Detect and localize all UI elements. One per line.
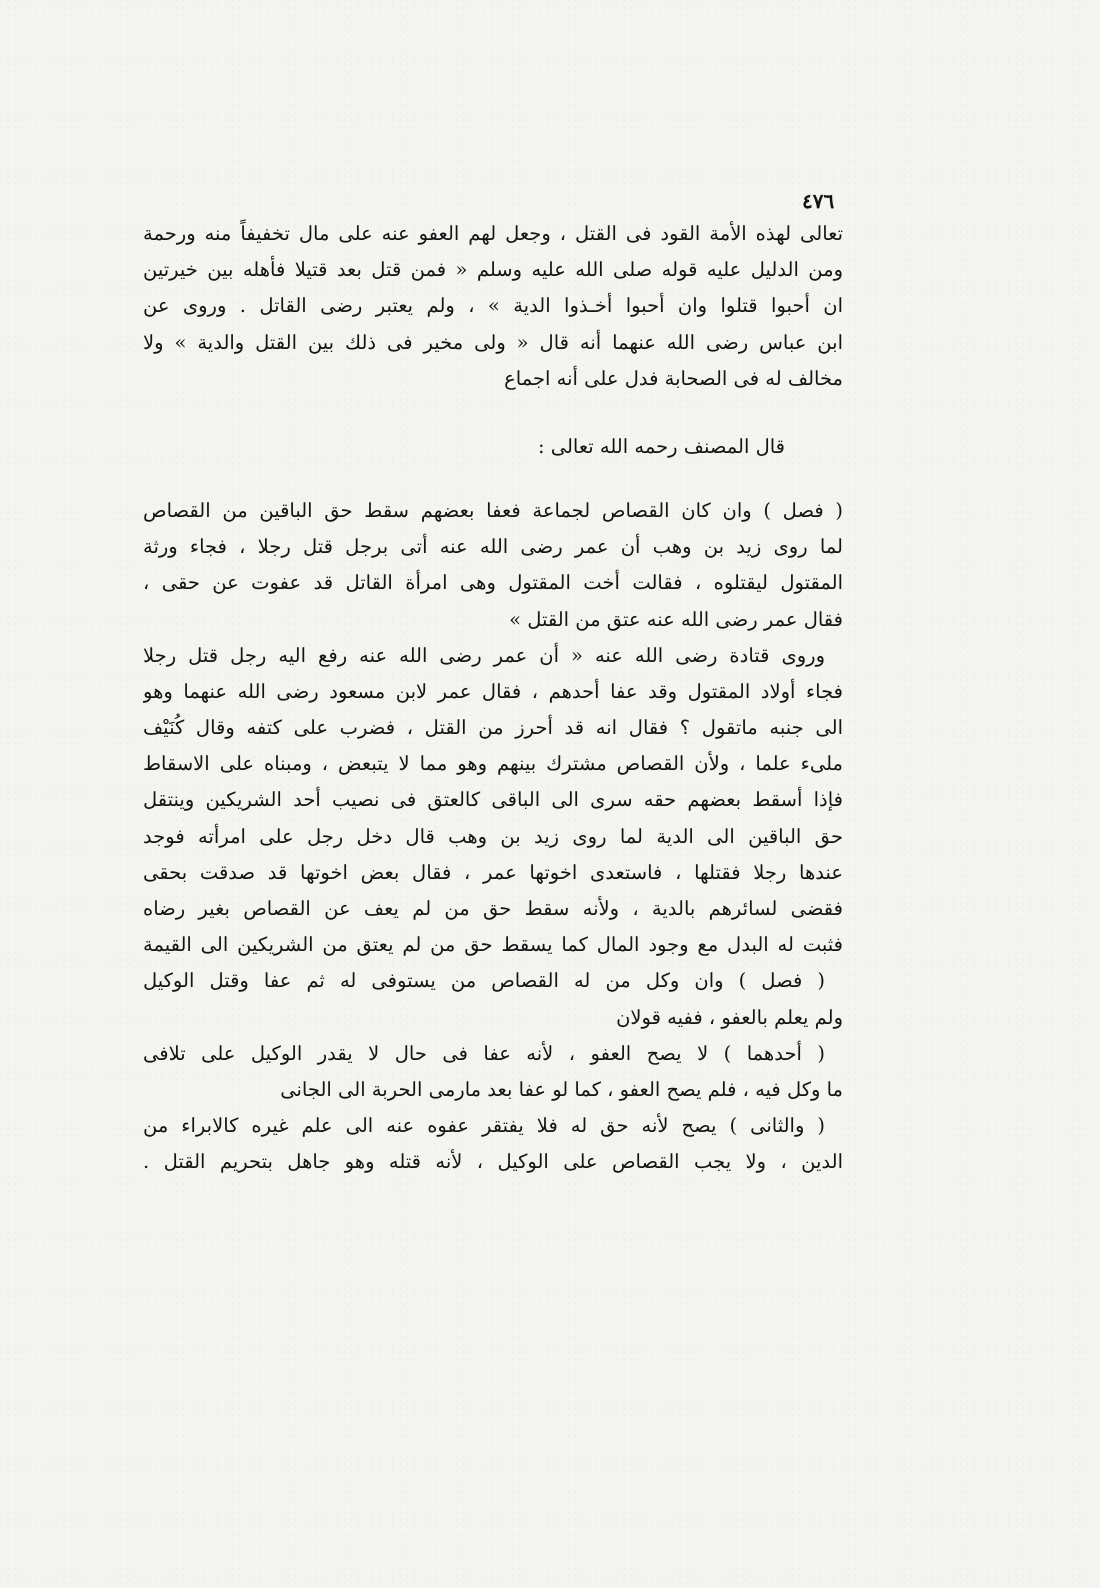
text-line: الى جنبه ماتقول ؟ فقال انه قد أحرز من القتل ، فضرب على كتفه وقال كُنَيْف [143,716,843,740]
text-line: ملىء علما ، ولأن القصاص مشترك بينهم وهو مما لا يتبعض ، ومبناه على الاسقاط [143,752,843,776]
text-line: ابن عباس رضى الله عنهما أنه قال « ولى مخير فى ذلك بين القتل والدية » ولا [143,330,843,354]
page-number: ٤٧٦ [802,189,835,213]
text-line: ما وكل فيه ، فلم يصح العفو ، كما لو عفا بعد مارمى الحربة الى الجانى [280,1077,843,1101]
text-line: ( أحدهما ) لا يصح العفو ، لأنه عفا فى حال لا يقدر الوكيل على تلافى [143,1041,825,1065]
text-line: ( والثانى ) يصح لأنه حق له فلا يفتقر عفوه عنه الى علم غيره كالابراء من [143,1114,825,1138]
section-gap [143,465,843,493]
paragraph-qatada [143,638,843,964]
paragraph-fasl-agency [143,963,843,1035]
text-line: فإذا أسقط بعضهم حقه سرى الى الباقى كالعتق فى نصيب أحد الشريكين وينتقل [143,788,843,812]
text-line: مخالف له فى الصحابة فدل على أنه اجماع [504,366,843,390]
text-line: ( فصل ) وان وكل من له القصاص من يستوفى له ثم عفا وقتل الوكيل [143,969,825,993]
text-line: حق الباقين الى الدية لما روى زيد بن وهب قال دخل رجل على امرأته فوجد [143,824,843,848]
page-body [143,216,843,1181]
author-heading: قال المصنف رحمه الله تعالى : [537,434,785,458]
text-line: المقتول ليقتلوه ، فقالت أخت المقتول وهى امرأة القاتل قد عفوت عن حقى ، [143,571,843,595]
text-line: فجاء أولاد المقتول وقد عفا أحدهم ، فقال عمر لابن مسعود رضى الله عنهما وهو [143,679,843,703]
text-line: فقضى لسائرهم بالدية ، ولأنه سقط حق من لم يعف عن القصاص بغير رضاه [143,897,843,920]
text-line: فقال عمر رضى الله عنه عتق من القتل » [509,607,843,631]
text-line: فثبت له البدل مع وجود المال كما يسقط حق من لم يعتق من الشريكين الى القيمة [143,933,843,957]
text-line: عندها رجلا فقتلها ، فاستعدى اخوتها عمر ، فقال بعض اخوتها قد صدقت بحقى [143,860,843,884]
text-line: ان أحبوا قتلوا وان أحبوا أخـذوا الدية » ، ولم يعتبر رضى القاتل . وروى عن [143,294,843,318]
section-gap [143,397,843,429]
text-line: لما روى زيد بن وهب أن عمر رضى الله عنه أتى برجل قتل رجلا ، فجاء ورثة [143,535,843,559]
text-line: تعالى لهذه الأمة القود فى القتل ، وجعل لهم العفو عنه على مال تخفيفاً منه ورحمة [143,222,843,245]
paragraph-fasl-collective [143,493,843,638]
paragraph-continuation [143,216,843,397]
text-line: الدين ، ولا يجب القصاص على الوكيل ، لأنه قتله وهو جاهل بتحريم القتل . [143,1150,843,1174]
text-line: وروى قتادة رضى الله عنه « أن عمر رضى الله عنه رفع اليه رجل قتل رجلا [143,643,825,667]
text-line: ومن الدليل عليه قوله صلى الله عليه وسلم « فمن قتل بعد قتيلا فأهله بين خيرتين [143,258,843,282]
text-line: ولم يعلم بالعفو ، ففيه قولان [616,1005,843,1029]
paragraph-first-opinion [143,1036,843,1108]
paragraph-second-opinion [143,1108,843,1180]
text-line: ( فصل ) وان كان القصاص لجماعة فعفا بعضهم سقط حق الباقين من القصاص [143,498,843,522]
